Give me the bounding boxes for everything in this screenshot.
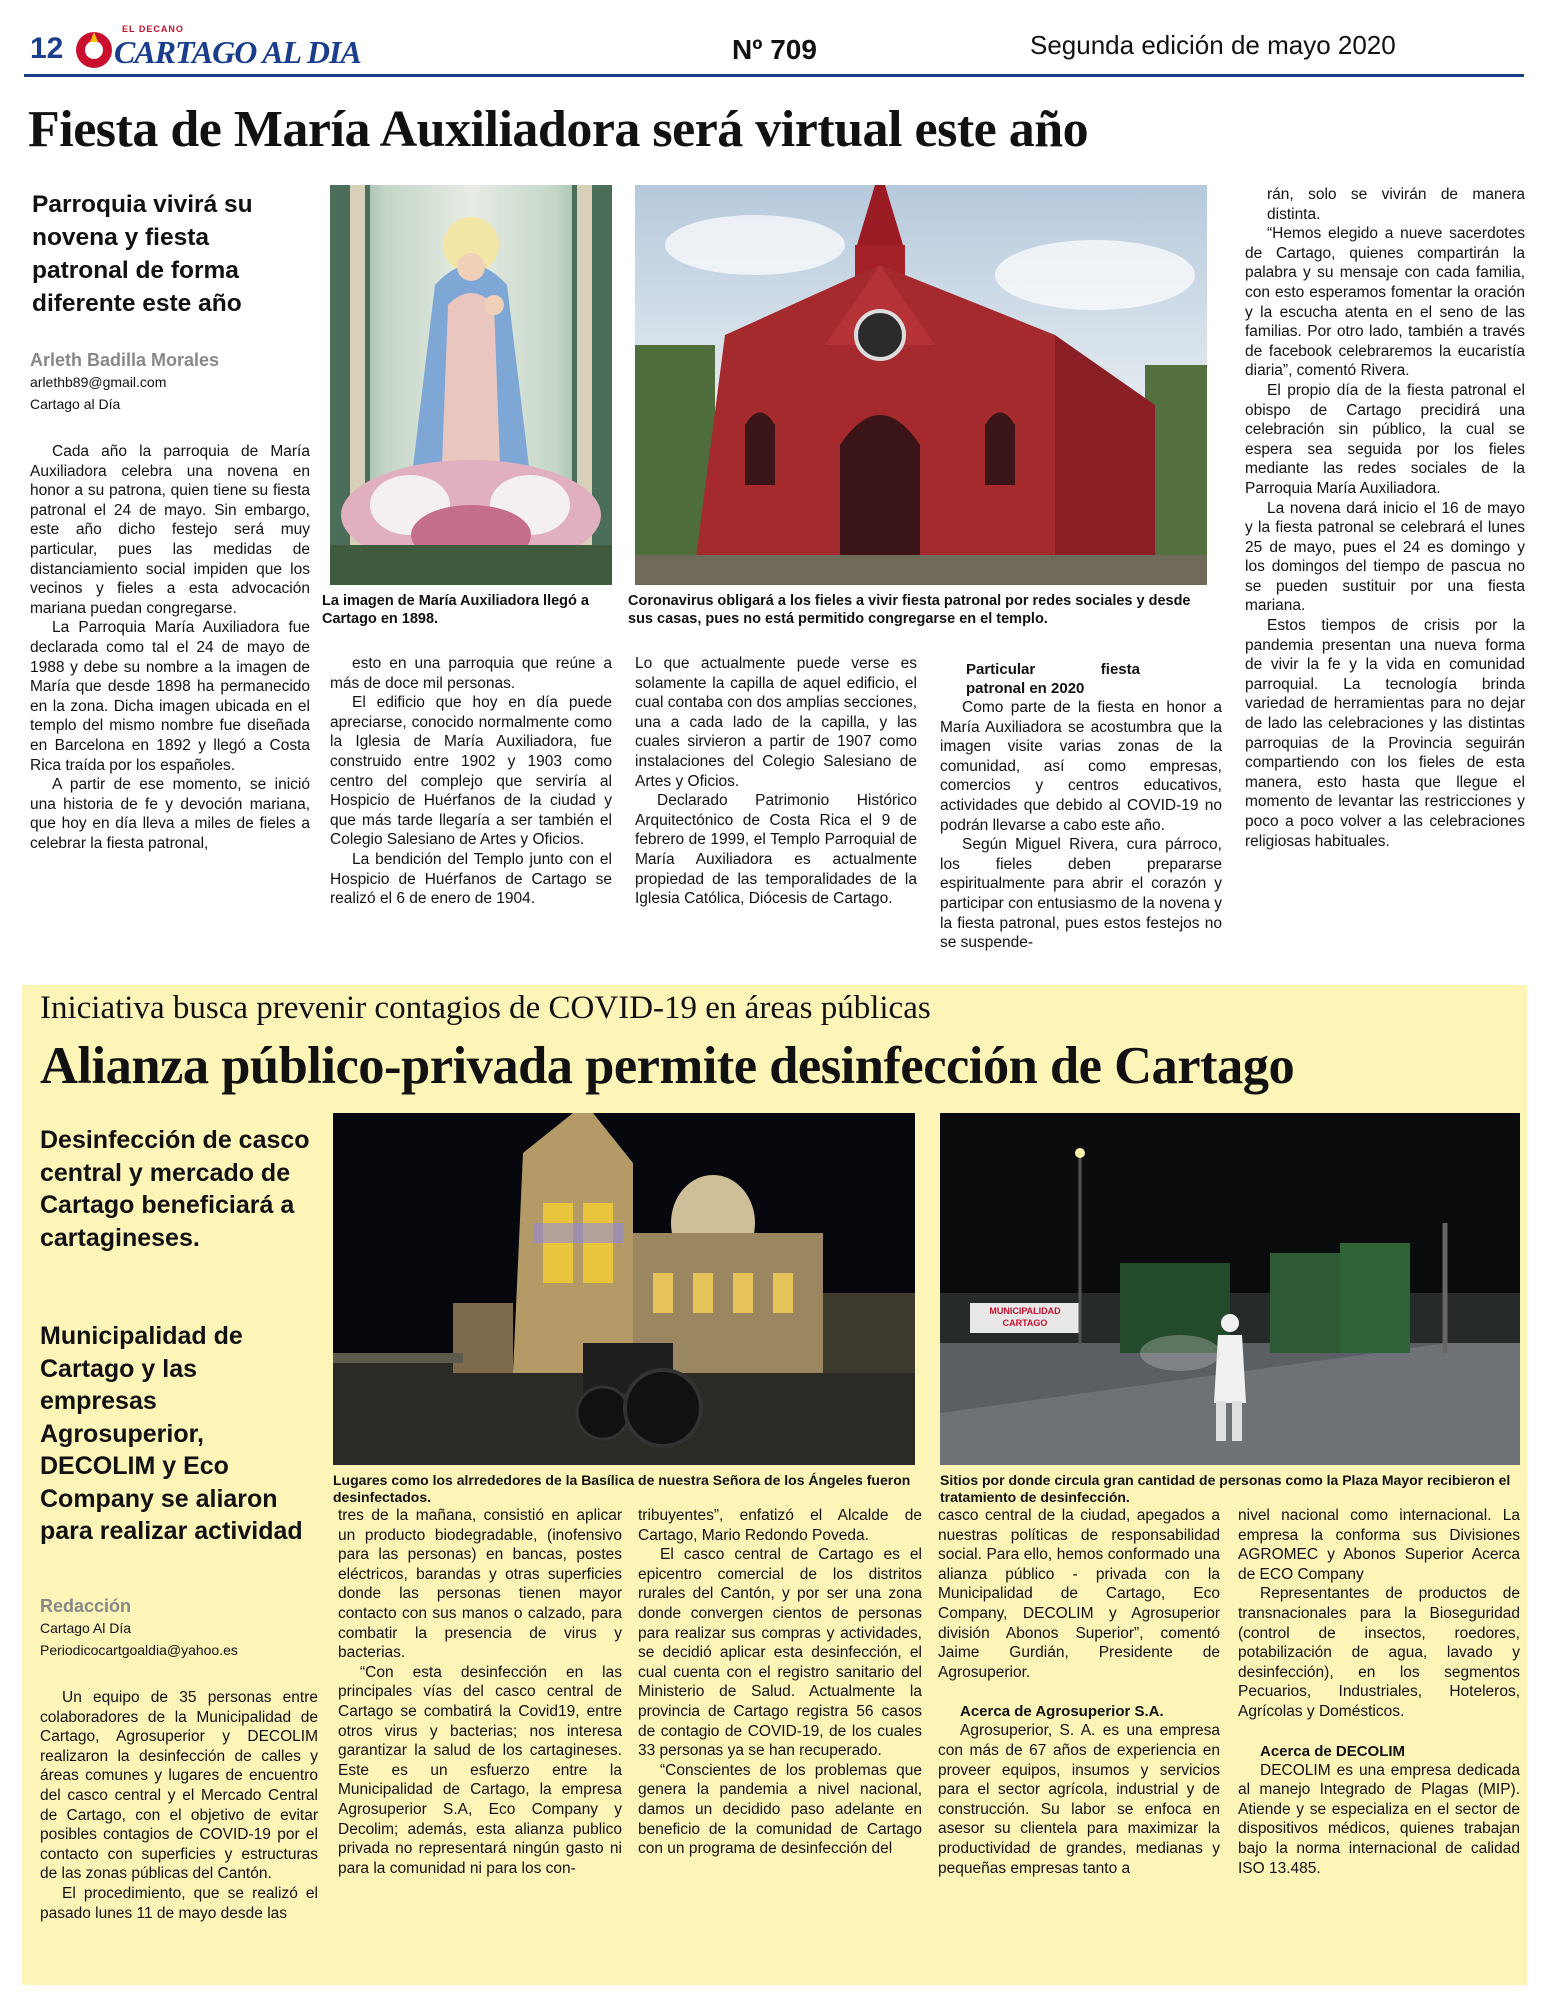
page-number: 12 (30, 32, 64, 65)
subheading-particular-fiesta: Particular fiesta patronal en 2020 (966, 661, 1140, 697)
article1-column-2 (330, 654, 612, 909)
logo-small-text: EL DECANO (122, 24, 184, 34)
plaza-sign: MUNICIPALIDAD CARTAGO (989, 1306, 1061, 1328)
article2-column-4 (938, 1506, 1220, 1878)
paragraph: Cada año la parroquia de María Auxiliadora celebra una novena en honor a su patrona, quien tiene su fiesta patronal el 24 de mayo. Sin embargo, este año dicho festejo será muy particular, pues las medidas de distanciamiento social impiden que los vecinos y fieles a esta advocación mariana puedan congregarse. (30, 443, 310, 617)
article1-caption2: Coronavirus obligará a los fieles a vivir fiesta patronal por redes sociales y desde sus casas, pues no está permitido congregarse en el templo. (628, 593, 1191, 627)
article1-headline: Fiesta de María Auxiliadora será virtual este año (28, 101, 1089, 158)
paragraph: Representantes de productos de transnacionales para la Bioseguridad (control de insectos, roedores, potabilización de agua, lavado y desinfección), en los segmentos Pecuarios, Industriales, Hoteleros, Agrícolas y Domésticos. (1238, 1585, 1520, 1720)
paragraph: La bendición del Templo junto con el Hospicio de Huérfanos de Cartago se realizó el 6 de enero de 1904. (330, 850, 612, 908)
logo-name: CARTAGO AL DIA (114, 34, 361, 70)
article1-email: arlethb89@gmail.com (30, 374, 167, 390)
subheading-acerca-agrosuperior: Acerca de Agrosuperior S.A. (960, 1703, 1164, 1721)
article1-deck: Parroquia vivirá su novena y fiesta patronal de forma diferente este año (32, 191, 253, 317)
article1-outlet: Cartago al Día (30, 396, 121, 412)
article2-kicker: Iniciativa busca prevenir contagios de COVID-19 en áreas públicas (40, 990, 931, 1026)
article2-column-2 (338, 1506, 622, 1878)
article1-caption1: La imagen de María Auxiliadora llegó a Cartago en 1898. (322, 593, 589, 627)
paragraph: Como parte de la fiesta en honor a María Auxiliadora se acostumbra que la imagen visite varias zonas de la comunidad, así como empresas, comercios y centros educativos, actividades que debido al COVID-19 no podrán llevarse a cabo este año. (940, 699, 1222, 834)
paragraph: Lo que actualmente puede verse es solamente la capilla de aquel edificio, el cual contaba con dos amplias secciones, una a cada lado de la capilla, y las cuales sirvieron a partir de 1907 como instalaciones del Colegio Salesiano de Artes y Oficios. (635, 655, 917, 790)
paragraph: DECOLIM es una empresa dedicada al manejo Integrado de Plagas (MIP). Atiende y se especializa en el sector de dispositivos médicos, quienes trabajan bajo la norma internacional de calidad ISO 13.485. (1238, 1761, 1520, 1877)
paragraph: nivel nacional como internacional. La empresa la conforma sus Divisiones AGROMEC y Abonos Superior Acerca de ECO Company (1238, 1507, 1520, 1583)
article2-deck2: Municipalidad de Cartago y las empresas Agrosuperior, DECOLIM y Eco Company se aliaron para realizar actividad (40, 1322, 303, 1545)
plaza-image-icon (940, 1113, 1520, 1465)
paragraph: Declarado Patrimonio Histórico Arquitectónico de Costa Rica el 9 de febrero de 1999, el Templo Parroquial de María Auxiliadora es actualmente propiedad de las temporalidades de la Iglesia Católica, Diócesis de Cartago. (635, 792, 917, 908)
maria-auxiliadora-photo (330, 185, 612, 585)
paragraph: La novena dará inicio el 16 de mayo y la fiesta patronal se celebrará el lunes 25 de mayo, pues el 24 es domingo y los domingos del tiempo de pascua no se pueden sustituir por una fiesta mariana. (1245, 499, 1525, 615)
article2-column-3 (638, 1506, 922, 1859)
basilica-photo (333, 1113, 915, 1465)
article2-caption1: Lugares como los alrrededores de la Basílica de nuestra Señora de los Ángeles fueron desinfectados. (333, 1472, 911, 1505)
article1-column-3 (635, 654, 917, 909)
paragraph: Estos tiempos de crisis por la pandemia presentan una nueva forma de vivir la fe y la vida en comunidad parroquial. La tecnología brinda variedad de herramientas para no dejar de lado las celebraciones y las distintas parroquias de la Provincia seguirán compartiendo con los fieles de esta manera, esto hasta que llegue el momento de levantar las restricciones y poco a poco volver a las celebraciones religiosas habituales. (1245, 617, 1525, 850)
article1-column-4 (940, 660, 1222, 953)
paragraph: “Hemos elegido a nueve sacerdotes de Cartago, quienes compartirán la palabra y su mensaje con cada familia, con esto esperamos fomentar la oración y la escucha atenta en el seno de las familias. Por otro lado, también a través de facebook celebraremos la eucaristía diaria”, comentó Rivera. (1245, 225, 1525, 380)
article2-author: Redacción (40, 1596, 132, 1616)
article1-column-5 (1245, 185, 1525, 851)
paragraph: “Con esta desinfección en las principales vías del casco central de Cartago se combatirá la Covid19, entre otros virus y bacterias; nos interesa garantizar la salud de los cartagineses. Este es un esfuerzo entre la Municipalidad de Cartago, la empresa Agrosuperior S.A, Eco Company y Decolim; además, esta alianza publico privada no representará ningún gasto ni para la comunidad ni para los con- (338, 1663, 622, 1877)
paragraph: tribuyentes”, enfatizó el Alcalde de Cartago, Mario Redondo Poveda. (638, 1507, 922, 1544)
article2-column-1 (40, 1688, 318, 1923)
statue-image-icon (330, 185, 612, 585)
paragraph: esto en una parroquia que reúne a más de doce mil personas. (330, 655, 612, 692)
article2-outlet: Cartago Al Día (40, 1620, 132, 1636)
paragraph: tres de la mañana, consistió en aplicar un producto biodegradable, (inofensivo para las personas) en bancas, postes eléctricos, barandas y otras superficies donde las personas tienen mayor contacto con sus manos o calzado, para combatir la presencia de virus y bacterias. (338, 1507, 622, 1662)
paragraph: El procedimiento, que se realizó el pasado lunes 11 de mayo desde las (40, 1884, 318, 1922)
article1-author: Arleth Badilla Morales (30, 350, 220, 370)
edition-date: Segunda edición de mayo 2020 (1030, 30, 1396, 60)
paragraph: A partir de ese momento, se inició una historia de fe y devoción mariana, que hoy en día lleva a miles de fieles a celebrar la fiesta patronal, (30, 776, 310, 852)
subheading-acerca-decolim: Acerca de DECOLIM (1260, 1742, 1406, 1760)
logo-icon (74, 26, 114, 72)
paragraph: La Parroquia María Auxiliadora fue declarada como tal el 24 de mayo de 1988 y debe su nombre a la imagen de María que desde 1898 ha permanecido en la zona. Dicha imagen ubicada en el templo del mismo nombre fue diseñada en Barcelona en 1892 y llegó a Costa Rica traída por los españoles. (30, 619, 310, 774)
page-header (0, 22, 1550, 82)
paragraph: Un equipo de 35 personas entre colaboradores de la Municipalidad de Cartago, Agrosuperior y DECOLIM realizaron la desinfección de calles y áreas comunes y lugares de encuentro del casco central y el Mercado Central de Cartago, con el objetivo de evitar posibles contagios de COVID-19 por el contacto con superficies y estructuras de las zonas públicas del Cantón. (40, 1689, 318, 1883)
article2-column-5 (1238, 1506, 1520, 1878)
header-rule (24, 74, 1524, 77)
paragraph: casco central de la ciudad, apegados a nuestras políticas de responsabilidad social. Para ello, hemos conformado una alianza público - privada con la Municipalidad de Cartago, Eco Company, DECOLIM y Agrosuperior división Abonos Superior”, comentó Jaime Gurdián, Presidente de Agrosuperior. (938, 1507, 1220, 1681)
church-photo (635, 185, 1207, 585)
plaza-photo (940, 1113, 1520, 1465)
paragraph: “Conscientes de los problemas que genera la pandemia a nivel nacional, damos un decidido paso adelante en beneficio de la comunidad de Cartago con un programa de desinfección del (638, 1761, 922, 1858)
paragraph: El propio día de la fiesta patronal el obispo de Cartago precidirá una celebración sin público, la cual se espera sea seguida por los fieles mediante las redes sociales de la Parroquia María Auxiliadora. (1245, 381, 1525, 497)
logo (74, 24, 361, 74)
article2-caption2: Sitios por donde circula gran cantidad de personas como la Plaza Mayor recibieron el tratamiento de desinfección. (940, 1472, 1511, 1505)
basilica-image-icon (333, 1113, 915, 1465)
article2-headline: Alianza público-privada permite desinfección de Cartago (40, 1037, 1295, 1095)
article2-deck1: Desinfección de casco central y mercado de Cartago beneficiará a cartagineses. (40, 1126, 310, 1252)
paragraph: El casco central de Cartago es el epicentro comercial de los distritos rurales del Cantón, y por ser una zona donde convergen cientos de personas para realizar sus compras y actividades, se decidió aplicar esta desinfección, el cual cuenta con el registro sanitario del Ministerio de Salud. Actualmente la provincia de Cartago registra 56 casos de contagio de COVID-19, de los cuales 33 personas ya se han recuperado. (638, 1546, 922, 1760)
article2-email: Periodicocartgoaldia@yahoo.es (40, 1642, 238, 1658)
paragraph: Agrosuperior, S. A. es una empresa con más de 67 años de experiencia en proveer equipos, insumos y servicios para el sector agrícola, industrial y de construcción. Su labor se enfoca en asesor su clientela para maximizar la productividad de grandes, medianas y pequeñas empresas tanto a (938, 1722, 1220, 1877)
issue-number: Nº 709 (732, 34, 817, 65)
paragraph: Según Miguel Rivera, cura párroco, los fieles deben prepararse espiritualmente para abrir el corazón y participar con entusiasmo de la novena y la fiesta patronal, pues estos festejos no se suspende- (940, 836, 1222, 952)
paragraph: El edificio que hoy en día puede apreciarse, conocido normalmente como la Iglesia de María Auxiliadora, fue construido entre 1902 y 1903 como centro del complejo que serviría al Hospicio de Huérfanos de la ciudad y que más tarde llegaría a ser también el Colegio Salesiano de Artes y Oficios. (330, 694, 612, 849)
article1-column-1 (30, 442, 310, 853)
paragraph: rán, solo se vivirán de manera distinta. (1267, 186, 1525, 223)
church-image-icon (635, 185, 1207, 585)
